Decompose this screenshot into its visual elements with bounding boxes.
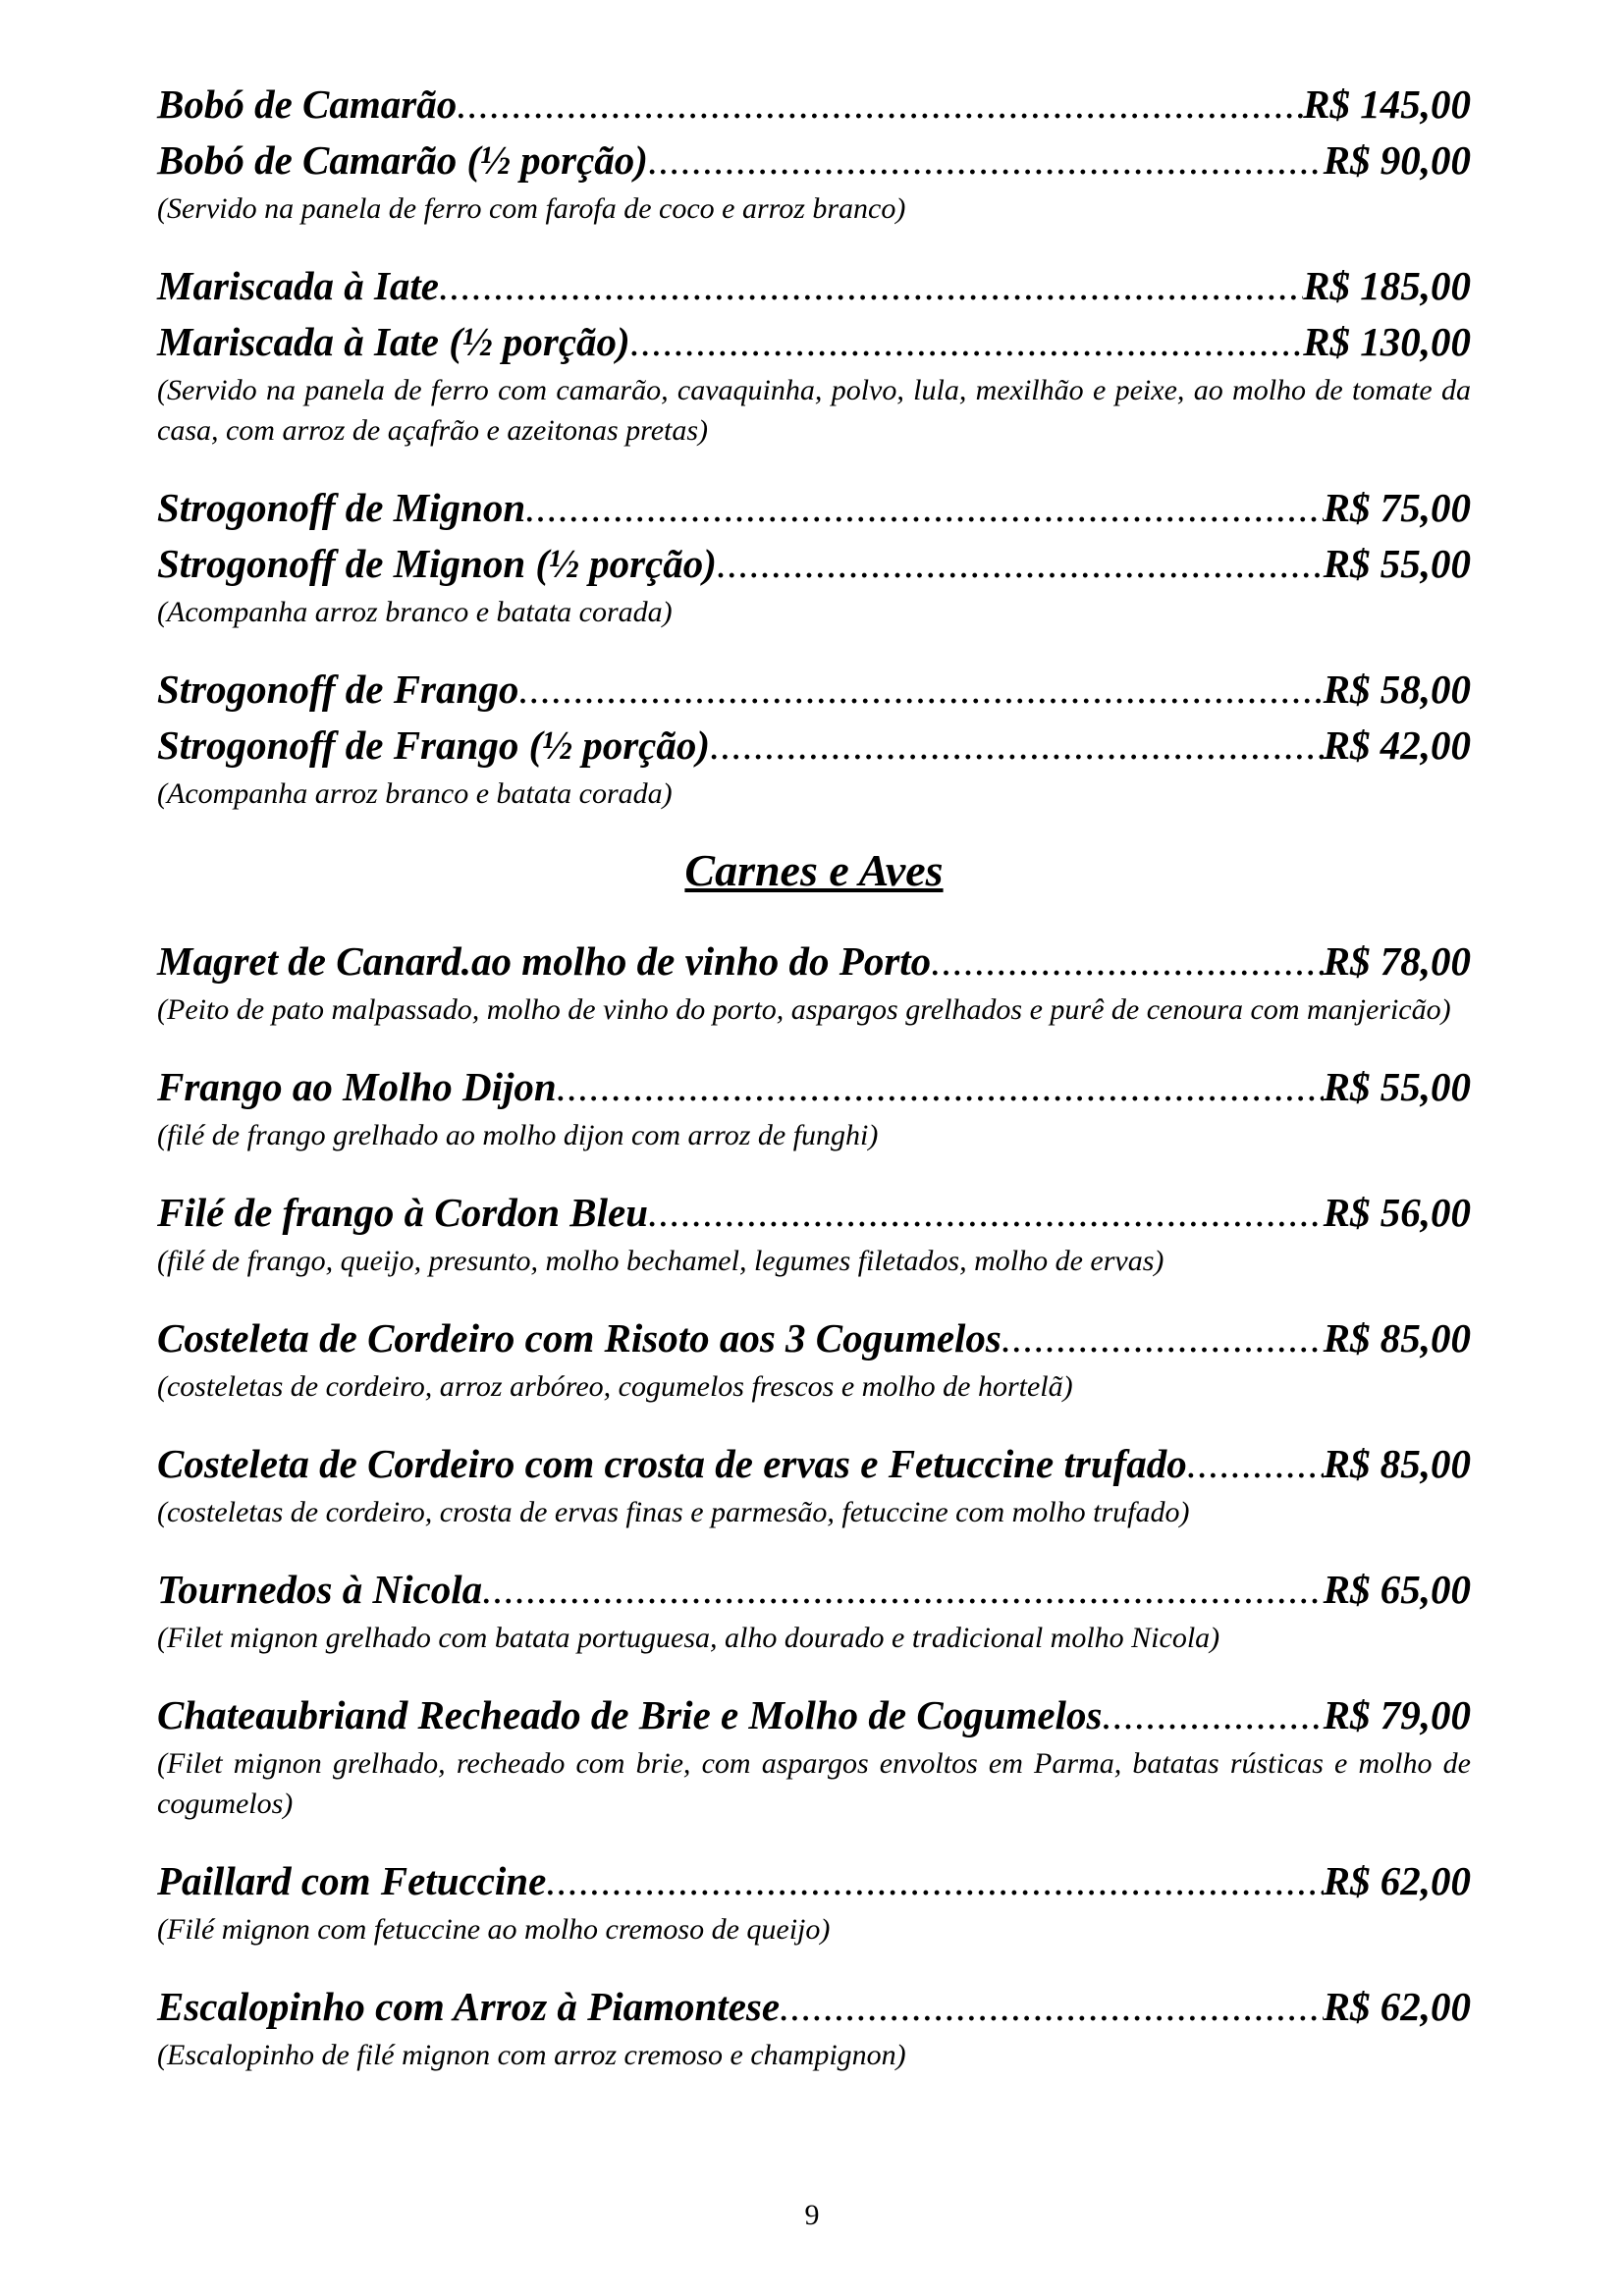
item-line <box>157 77 1471 133</box>
item-name: Paillard com Fetuccine <box>157 1858 547 1903</box>
menu-carnes-items <box>157 934 1471 2075</box>
dot-leader <box>1102 1687 1323 1743</box>
item-description: (filé de frango grelhado ao molho dijon com arroz de funghi) <box>157 1119 879 1151</box>
menu-item <box>157 1185 1471 1281</box>
menu-item <box>157 1436 1471 1532</box>
dot-leader <box>525 480 1323 536</box>
menu-content <box>157 77 1471 2105</box>
item-line <box>157 1853 1471 1909</box>
item-line <box>157 133 1471 188</box>
item-line <box>157 1687 1471 1743</box>
item-price: R$ 75,00 <box>1323 485 1471 530</box>
item-line <box>157 1979 1471 2035</box>
menu-item <box>157 77 1471 229</box>
item-description: (Filé mignon com fetuccine ao molho cremoso de queijo) <box>157 1913 831 1946</box>
dot-leader <box>1001 1310 1324 1366</box>
menu-item <box>157 1687 1471 1824</box>
item-price: R$ 90,00 <box>1323 137 1471 183</box>
item-line <box>157 258 1471 314</box>
section-title: Carnes e Aves <box>684 845 944 895</box>
item-name: Bobó de Camarão (½ porção) <box>157 137 648 183</box>
menu-item <box>157 934 1471 1030</box>
item-price: R$ 85,00 <box>1323 1441 1471 1486</box>
item-name: Chateaubriand Recheado de Brie e Molho de Cogumelos <box>157 1692 1103 1737</box>
menu-item <box>157 480 1471 632</box>
item-description: (costeletas de cordeiro, crosta de ervas finas e parmesão, fetuccine com molho trufado) <box>157 1496 1190 1528</box>
dot-leader <box>546 1853 1323 1909</box>
item-name: Magret de Canard.ao molho de vinho do Porto <box>157 938 932 984</box>
item-price: R$ 78,00 <box>1323 938 1471 984</box>
item-price: R$ 65,00 <box>1323 1567 1471 1612</box>
item-line <box>157 314 1471 370</box>
item-line <box>157 1310 1471 1366</box>
item-price: R$ 145,00 <box>1303 81 1471 127</box>
item-name: Bobó de Camarão <box>157 81 458 127</box>
item-name: Escalopinho com Arroz à Piamontese <box>157 1984 781 2029</box>
item-line <box>157 1059 1471 1115</box>
menu-top-items <box>157 77 1471 814</box>
item-name: Mariscada à Iate (½ porção) <box>157 319 630 364</box>
item-description: (Filet mignon grelhado, recheado com brie, com aspargos envoltos em Parma, batatas rústicas e molho de cogumelos) <box>157 1747 1471 1820</box>
item-price: R$ 130,00 <box>1303 319 1471 364</box>
item-price: R$ 58,00 <box>1323 667 1471 712</box>
menu-item <box>157 662 1471 814</box>
item-price: R$ 56,00 <box>1323 1190 1471 1235</box>
dot-leader <box>630 314 1303 370</box>
item-price: R$ 185,00 <box>1303 263 1471 308</box>
item-name: Strogonoff de Frango (½ porção) <box>157 722 711 768</box>
item-name: Filé de frango à Cordon Bleu <box>157 1190 649 1235</box>
item-line <box>157 536 1471 592</box>
item-description: (Servido na panela de ferro com camarão, cavaquinha, polvo, lula, mexilhão e peixe, ao molho de tomate da casa, com arroz de açafrão e azeitonas pretas) <box>157 374 1471 447</box>
dot-leader <box>648 1185 1324 1241</box>
menu-item <box>157 1310 1471 1407</box>
item-description: (Servido na panela de ferro com farofa de coco e arroz branco) <box>157 192 906 225</box>
page-number: 9 <box>804 2199 820 2231</box>
item-description: (filé de frango, queijo, presunto, molho bechamel, legumes filetados, molho de ervas) <box>157 1245 1164 1277</box>
item-line <box>157 718 1471 774</box>
dot-leader <box>1187 1436 1324 1492</box>
dot-leader <box>557 1059 1324 1115</box>
item-price: R$ 55,00 <box>1323 1064 1471 1109</box>
menu-item <box>157 1562 1471 1658</box>
item-name: Tournedos à Nicola <box>157 1567 483 1612</box>
item-price: R$ 55,00 <box>1323 541 1471 586</box>
dot-leader <box>439 258 1303 314</box>
dot-leader <box>457 77 1303 133</box>
item-name: Frango ao Molho Dijon <box>157 1064 557 1109</box>
dot-leader <box>710 718 1324 774</box>
menu-item <box>157 1853 1471 1949</box>
item-price: R$ 62,00 <box>1323 1858 1471 1903</box>
item-name: Mariscada à Iate <box>157 263 439 308</box>
item-price: R$ 79,00 <box>1323 1692 1471 1737</box>
item-line <box>157 480 1471 536</box>
item-price: R$ 62,00 <box>1323 1984 1471 2029</box>
dot-leader <box>518 662 1323 718</box>
item-description: (Filet mignon grelhado com batata portuguesa, alho dourado e tradicional molho Nicola) <box>157 1622 1220 1654</box>
item-name: Strogonoff de Mignon <box>157 485 526 530</box>
dot-leader <box>648 133 1324 188</box>
item-description: (Acompanha arroz branco e batata corada) <box>157 777 673 810</box>
item-description: (costeletas de cordeiro, arroz arbóreo, cogumelos frescos e molho de hortelã) <box>157 1370 1073 1403</box>
menu-item <box>157 1059 1471 1155</box>
item-line <box>157 1436 1471 1492</box>
item-price: R$ 42,00 <box>1323 722 1471 768</box>
item-line <box>157 934 1471 989</box>
menu-item <box>157 258 1471 451</box>
menu-item <box>157 1979 1471 2075</box>
item-description: (Escalopinho de filé mignon com arroz cremoso e champignon) <box>157 2039 906 2071</box>
dot-leader <box>780 1979 1324 2035</box>
dot-leader <box>717 536 1324 592</box>
item-line <box>157 1185 1471 1241</box>
dot-leader <box>931 934 1323 989</box>
item-description: (Peito de pato malpassado, molho de vinho do porto, aspargos grelhados e purê de cenoura com manjericão) <box>157 993 1451 1026</box>
item-description: (Acompanha arroz branco e batata corada) <box>157 596 673 628</box>
item-line <box>157 1562 1471 1618</box>
item-name: Strogonoff de Mignon (½ porção) <box>157 541 717 586</box>
item-name: Strogonoff de Frango <box>157 667 519 712</box>
item-name: Costeleta de Cordeiro com crosta de ervas e Fetuccine trufado <box>157 1441 1187 1486</box>
item-name: Costeleta de Cordeiro com Risoto aos 3 Cogumelos <box>157 1315 1001 1361</box>
dot-leader <box>482 1562 1324 1618</box>
item-line <box>157 662 1471 718</box>
item-price: R$ 85,00 <box>1323 1315 1471 1361</box>
